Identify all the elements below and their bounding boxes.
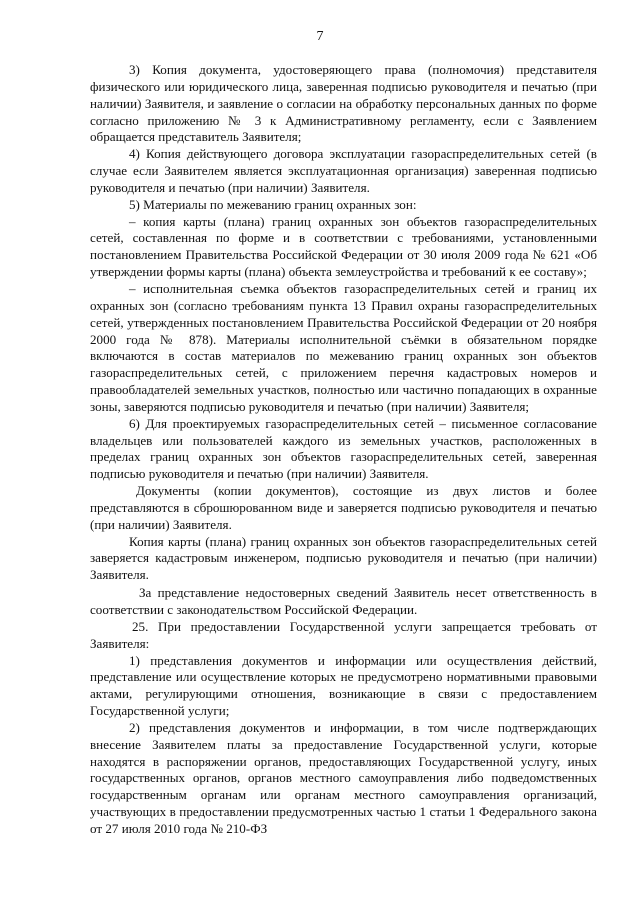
document-body: [90, 62, 597, 838]
page-number: 7: [316, 29, 324, 44]
paragraph-item-25-2: 2) представления документов и информации, в том числе подтверждающих внесение Заявителем платы за предоставление Государственной услуги, которые находятся в распоряжении органов, предоставляющих Государственной услугу, иных государственных органов, органов местного самоуправления либо подведомственных государственным органам или органам местного самоуправления организаций, участвующих в предоставлении предусмотренных частью 1 статьи 1 Федерального закона от 27 июля 2010 года № 210-ФЗ: [90, 719, 597, 836]
paragraph-item-3: 3) Копия документа, удостоверяющего права (полномочия) представителя физического или юридического лица, заверенная подписью руководителя и печатью (при наличии) Заявителя, и заявление о согласии на обработку персональных данных по форме согласно приложению № 3 к Административному регламенту, если с Заявлением обращается представитель Заявителя;: [90, 62, 597, 145]
paragraph-documents-copies: Документы (копии документов), состоящие из двух листов и более представляются в сброшюрованном виде и заверяется подписью руководителя и печатью (при наличии) Заявителя.: [90, 483, 597, 532]
paragraph-map-copy: – копия карты (плана) границ охранных зон объектов газораспределительных сетей, составленная по форме и в соответствии с требованиями, установленными постановлением Правительства Российской Федерации от 30 июля 2009 года № 621 «Об утверждении формы карты (плана) объекта землеустройства и требований к ее составу»;: [90, 213, 597, 280]
paragraph-map-certification: Копия карты (плана) границ охранных зон объектов газораспределительных сетей заверяется кадастровым инженером, подписью руководителя и печатью (при наличии) Заявителя.: [90, 533, 597, 583]
paragraph-item-25: 25. При предоставлении Государственной услуги запрещается требовать от Заявителя:: [90, 618, 597, 651]
paragraph-item-25-1: 1) представления документов и информации или осуществления действий, представление или осуществление которых не предусмотрено нормативными правовыми актами, регулирующими отношения, возникающие в связи с предоставлением Государственной услуги;: [90, 652, 597, 719]
paragraph-responsibility: За представление недостоверных сведений Заявитель несет ответственность в соответствии с законодательством Российской Федерации.: [90, 585, 597, 617]
paragraph-item-6: 6) Для проектируемых газораспределительных сетей – письменное согласование владельцев или пользователей каждого из земельных участков, расположенных в пределах границ охранных зон объектов газораспределительных сетей, заверенная подписью руководителя и печатью (при наличии) Заявителя.: [90, 415, 597, 482]
paragraph-item-4: 4) Копия действующего договора эксплуатации газораспределительных сетей (в случае если Заявителем является эксплуатационная организация) заверенная подписью руководителя и печатью (при наличии) Заявителя.: [90, 146, 597, 195]
paragraph-item-5: 5) Материалы по межеванию границ охранных зон:: [129, 196, 417, 212]
paragraph-survey: – исполнительная съемка объектов газораспределительных сетей и границ их охранных зон (согласно требованиям пункта 13 Правил охраны газораспределительных сетей, утвержденных постановлением Правительства Российской Федерации от 20 ноября 2000 года № 878). Материалы исполнительной съёмки в обязательном порядке включаются в состав материалов по межеванию границ охранных зон объектов газораспределительных сетей, с приложением перечня кадастровых номеров и правообладателей земельных участков, полностью или частично попадающих в охранные зоны, заверяются подписью руководителя и печатью (при наличии) Заявителя;: [90, 280, 597, 414]
